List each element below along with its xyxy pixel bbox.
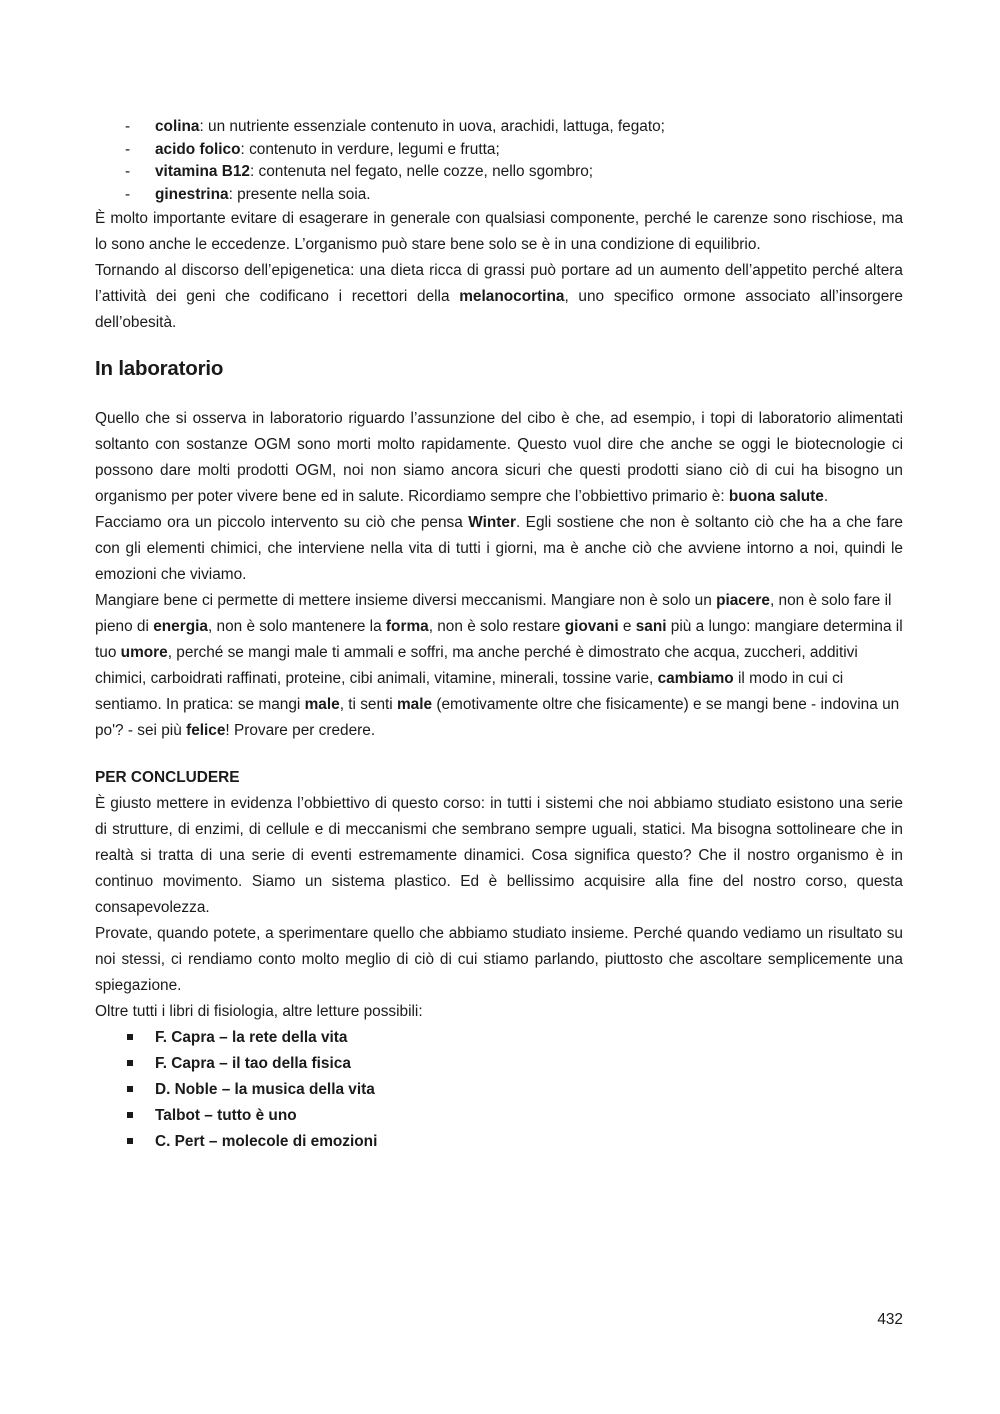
bold-term: piacere: [716, 592, 770, 609]
nutrient-desc: : contenuta nel fegato, nelle cozze, nello sgombro;: [249, 163, 594, 180]
bold-term: giovani: [564, 618, 619, 635]
text-span: , ti senti: [339, 696, 397, 713]
reading-item: [95, 1025, 903, 1051]
nutrient-desc: : presente nella soia.: [228, 185, 371, 203]
text-span: Quello che si osserva in laboratorio riguardo l’assunzione del cibo è che, ad esempio, i topi di laboratorio alimentati soltanto con sostanze OGM sono morti molto rapidamente. Questo vuol dire che anche se oggi le biotecnologie ci possono dare molti prodotti OGM, noi non siamo ancora sicuri che questi prodotti siano ciò di cui ha bisogno un organismo per poter vivere bene ed in salute. Ricordiamo sempre che l’obbiettivo primario è:: [95, 410, 903, 505]
reading-item: [95, 1129, 903, 1155]
reading-title: Talbot – tutto è uno: [155, 1107, 297, 1124]
nutrient-list: [95, 116, 903, 206]
text-span: più a lungo: mangiare determina il tuo: [95, 618, 903, 661]
section-heading-conclusion: PER CONCLUDERE: [95, 769, 240, 786]
text-span: , uno specifico ormone associato all’insorgere dell’obesità.: [95, 288, 903, 331]
nutrient-term: acido folico: [155, 140, 241, 158]
readings-list: [95, 1025, 903, 1155]
text-span: , non è solo mantenere la: [207, 618, 386, 635]
text-span: Facciamo ora un piccolo intervento su ciò che pensa: [95, 514, 469, 531]
paragraph-conclusion-practice: Provate, quando potete, a sperimentare quello che abbiamo studiato insieme. Perché quando vediamo un risultato su noi stessi, ci rendiamo conto molto meglio di ciò di cui stiamo parlando, piuttosto che ascoltare semplicemente una spiegazione.: [95, 925, 903, 994]
text-span: .: [823, 488, 829, 505]
nutrient-desc: : contenuto in verdure, legumi e frutta;: [240, 140, 500, 158]
text-span: e: [618, 618, 636, 635]
text-span: , non è solo restare: [428, 618, 565, 635]
text-span: il modo in cui ci sentiamo. In pratica: se mangi: [95, 670, 844, 713]
square-bullet-icon: [127, 1034, 133, 1040]
bold-term: sani: [635, 618, 667, 635]
bold-term: male: [304, 696, 340, 713]
list-item: [95, 184, 903, 207]
bold-term: Winter: [468, 514, 516, 531]
text-span: , non è solo fare il pieno di: [95, 592, 892, 635]
bold-term: male: [397, 696, 433, 713]
nutrient-desc: : un nutriente essenziale contenuto in uova, arachidi, lattuga, fegato;: [199, 118, 665, 135]
paragraph-lab-eating: [95, 588, 903, 744]
list-item: [95, 116, 903, 139]
paragraph-conclusion-goal: È giusto mettere in evidenza l’obbiettivo di questo corso: in tutti i sistemi che noi abbiamo studiato esistono una serie di strutture, di enzimi, di cellule e di meccanismi che sembrano sempre uguali, statici. Ma bisogna sottolineare che in realtà si tratta di una serie di eventi estremamente dinamici. Cosa significa questo? Che il nostro organismo è in continuo movimento. Siamo un sistema plastico. Ed è bellissimo acquisire alla fine del nostro corso, questa consapevolezza.: [95, 795, 903, 916]
text-span: Tornando al discorso dell’epigenetica: una dieta ricca di grassi può portare ad un aumento dell’appetito perché altera l’attività dei geni che codificano i recettori della: [95, 262, 903, 305]
list-marker: -: [125, 140, 131, 158]
list-marker: -: [125, 118, 131, 135]
bold-term: energia: [153, 618, 208, 635]
bold-term: felice: [186, 722, 226, 739]
bold-term: forma: [385, 618, 429, 635]
nutrient-term: vitamina B12: [155, 163, 250, 180]
reading-title: D. Noble – la musica della vita: [155, 1081, 375, 1098]
square-bullet-icon: [127, 1112, 133, 1118]
text-span: . Egli sostiene che non è soltanto ciò che ha a che fare con gli elementi chimici, che interviene nella vita di tutti i giorni, ma è anche ciò che avviene intorno a noi, quindi le emozioni che viviamo.: [95, 514, 903, 583]
list-marker: -: [125, 163, 131, 180]
text-span: (emotivamente oltre che fisicamente) e se mangi bene - indovina un po'? - sei più: [95, 696, 900, 739]
reading-title: C. Pert – molecole di emozioni: [155, 1133, 378, 1150]
section-heading-laboratory: In laboratorio: [95, 357, 224, 380]
list-marker: -: [125, 185, 131, 203]
text-span: Mangiare bene ci permette di mettere insieme diversi meccanismi. Mangiare non è solo un: [95, 592, 717, 609]
reading-item: [95, 1077, 903, 1103]
square-bullet-icon: [127, 1060, 133, 1066]
text-span: ! Provare per credere.: [225, 722, 376, 739]
bold-term: buona salute: [728, 488, 824, 505]
reading-item: [95, 1051, 903, 1077]
paragraph-epigenetics: [95, 258, 903, 336]
bold-term: cambiamo: [657, 670, 734, 687]
document-page: [95, 116, 903, 1155]
square-bullet-icon: [127, 1138, 133, 1144]
list-item: [95, 139, 903, 162]
nutrient-term: colina: [155, 118, 200, 135]
reading-title: F. Capra – la rete della vita: [155, 1029, 348, 1046]
paragraph-conclusion-readings-intro: Oltre tutti i libri di fisiologia, altre letture possibili:: [95, 1003, 423, 1020]
page-number: 432: [877, 1311, 903, 1328]
list-item: [95, 161, 903, 184]
square-bullet-icon: [127, 1086, 133, 1092]
reading-item: [95, 1103, 903, 1129]
nutrient-term: ginestrina: [155, 185, 229, 203]
paragraph-lab-winter: [95, 510, 903, 588]
text-span: , perché se mangi male ti ammali e soffri, ma anche perché è dimostrato che acqua, zuccheri, additivi chimici, carboidrati raffinati, proteine, cibi animali, vitamine, minerali, tossine varie,: [95, 644, 858, 687]
reading-title: F. Capra – il tao della fisica: [155, 1055, 351, 1072]
bold-term: melanocortina: [459, 288, 565, 305]
paragraph-balance: È molto importante evitare di esagerare in generale con qualsiasi componente, perché le carenze sono rischiose, ma lo sono anche le eccedenze. L’organismo può stare bene solo se è in una condizione di equilibrio.: [95, 210, 903, 253]
paragraph-lab-ogm: [95, 406, 903, 510]
bold-term: umore: [120, 644, 168, 661]
